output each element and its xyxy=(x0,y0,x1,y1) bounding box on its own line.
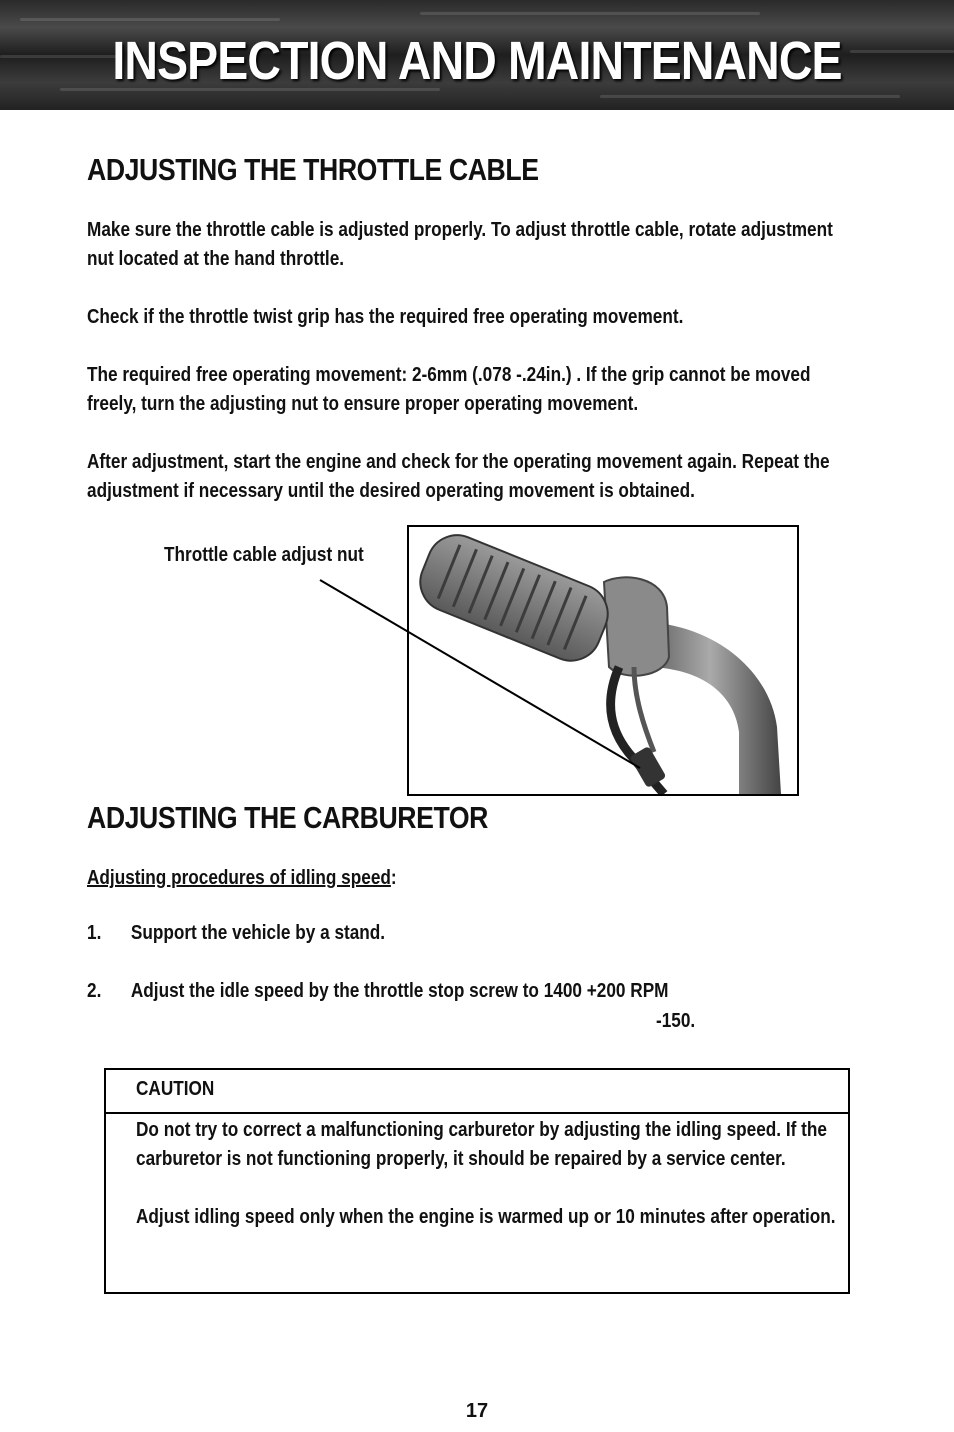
list-item-number: 2. xyxy=(87,980,102,1002)
throttle-paragraph-2: Check if the throttle twist grip has the required free operating movement. xyxy=(87,306,684,328)
idling-procedure-heading-colon: : xyxy=(390,867,397,889)
list-item-text: Adjust the idle speed by the throttle stop screw to 1400 +200 RPM xyxy=(130,980,669,1002)
list-item-text: Support the vehicle by a stand. xyxy=(130,922,386,944)
carburetor-section-title: ADJUSTING THE CARBURETOR xyxy=(87,800,488,835)
caution-header-row xyxy=(106,1070,848,1114)
idling-procedure-heading-text: Adjusting procedures of idling speed xyxy=(87,867,391,889)
list-item xyxy=(87,980,668,1003)
page-title: INSPECTION AND MAINTENANCE xyxy=(112,31,842,91)
rpm-lower-tolerance: -150. xyxy=(656,1010,696,1032)
caution-heading: CAUTION xyxy=(136,1078,215,1100)
throttle-section-title: ADJUSTING THE THROTTLE CABLE xyxy=(87,152,539,187)
caution-body xyxy=(136,1116,841,1232)
caution-paragraph-1: Do not try to correct a malfunctioning carburetor by adjusting the idling speed. If the carburetor is not functioning properly, it should be repaired by a service center. xyxy=(136,1119,827,1170)
idling-procedure-heading xyxy=(87,864,861,893)
page-header-banner xyxy=(0,0,954,110)
list-item xyxy=(87,922,385,945)
caution-paragraph-2: Adjust idling speed only when the engine is warmed up or 10 minutes after operation. xyxy=(136,1206,836,1228)
throttle-paragraph-3: The required free operating movement: 2-6mm (.078 -.24in.) . If the grip cannot be moved freely, turn the adjusting nut to ensure proper operating movement. xyxy=(87,364,811,415)
throttle-paragraph-1: Make sure the throttle cable is adjusted properly. To adjust throttle cable, rotate adjustment nut located at the hand throttle. xyxy=(87,219,833,270)
throttle-paragraph-4: After adjustment, start the engine and check for the operating movement again. Repeat the adjustment if necessary until the desired operating movement is obtained. xyxy=(87,451,830,502)
list-item-number: 1. xyxy=(87,922,102,944)
throttle-grip-photo xyxy=(407,525,799,796)
throttle-grip-illustration xyxy=(409,527,797,794)
caution-box xyxy=(104,1068,850,1294)
page-number: 17 xyxy=(465,1400,489,1422)
figure-callout-label: Throttle cable adjust nut xyxy=(164,544,364,566)
